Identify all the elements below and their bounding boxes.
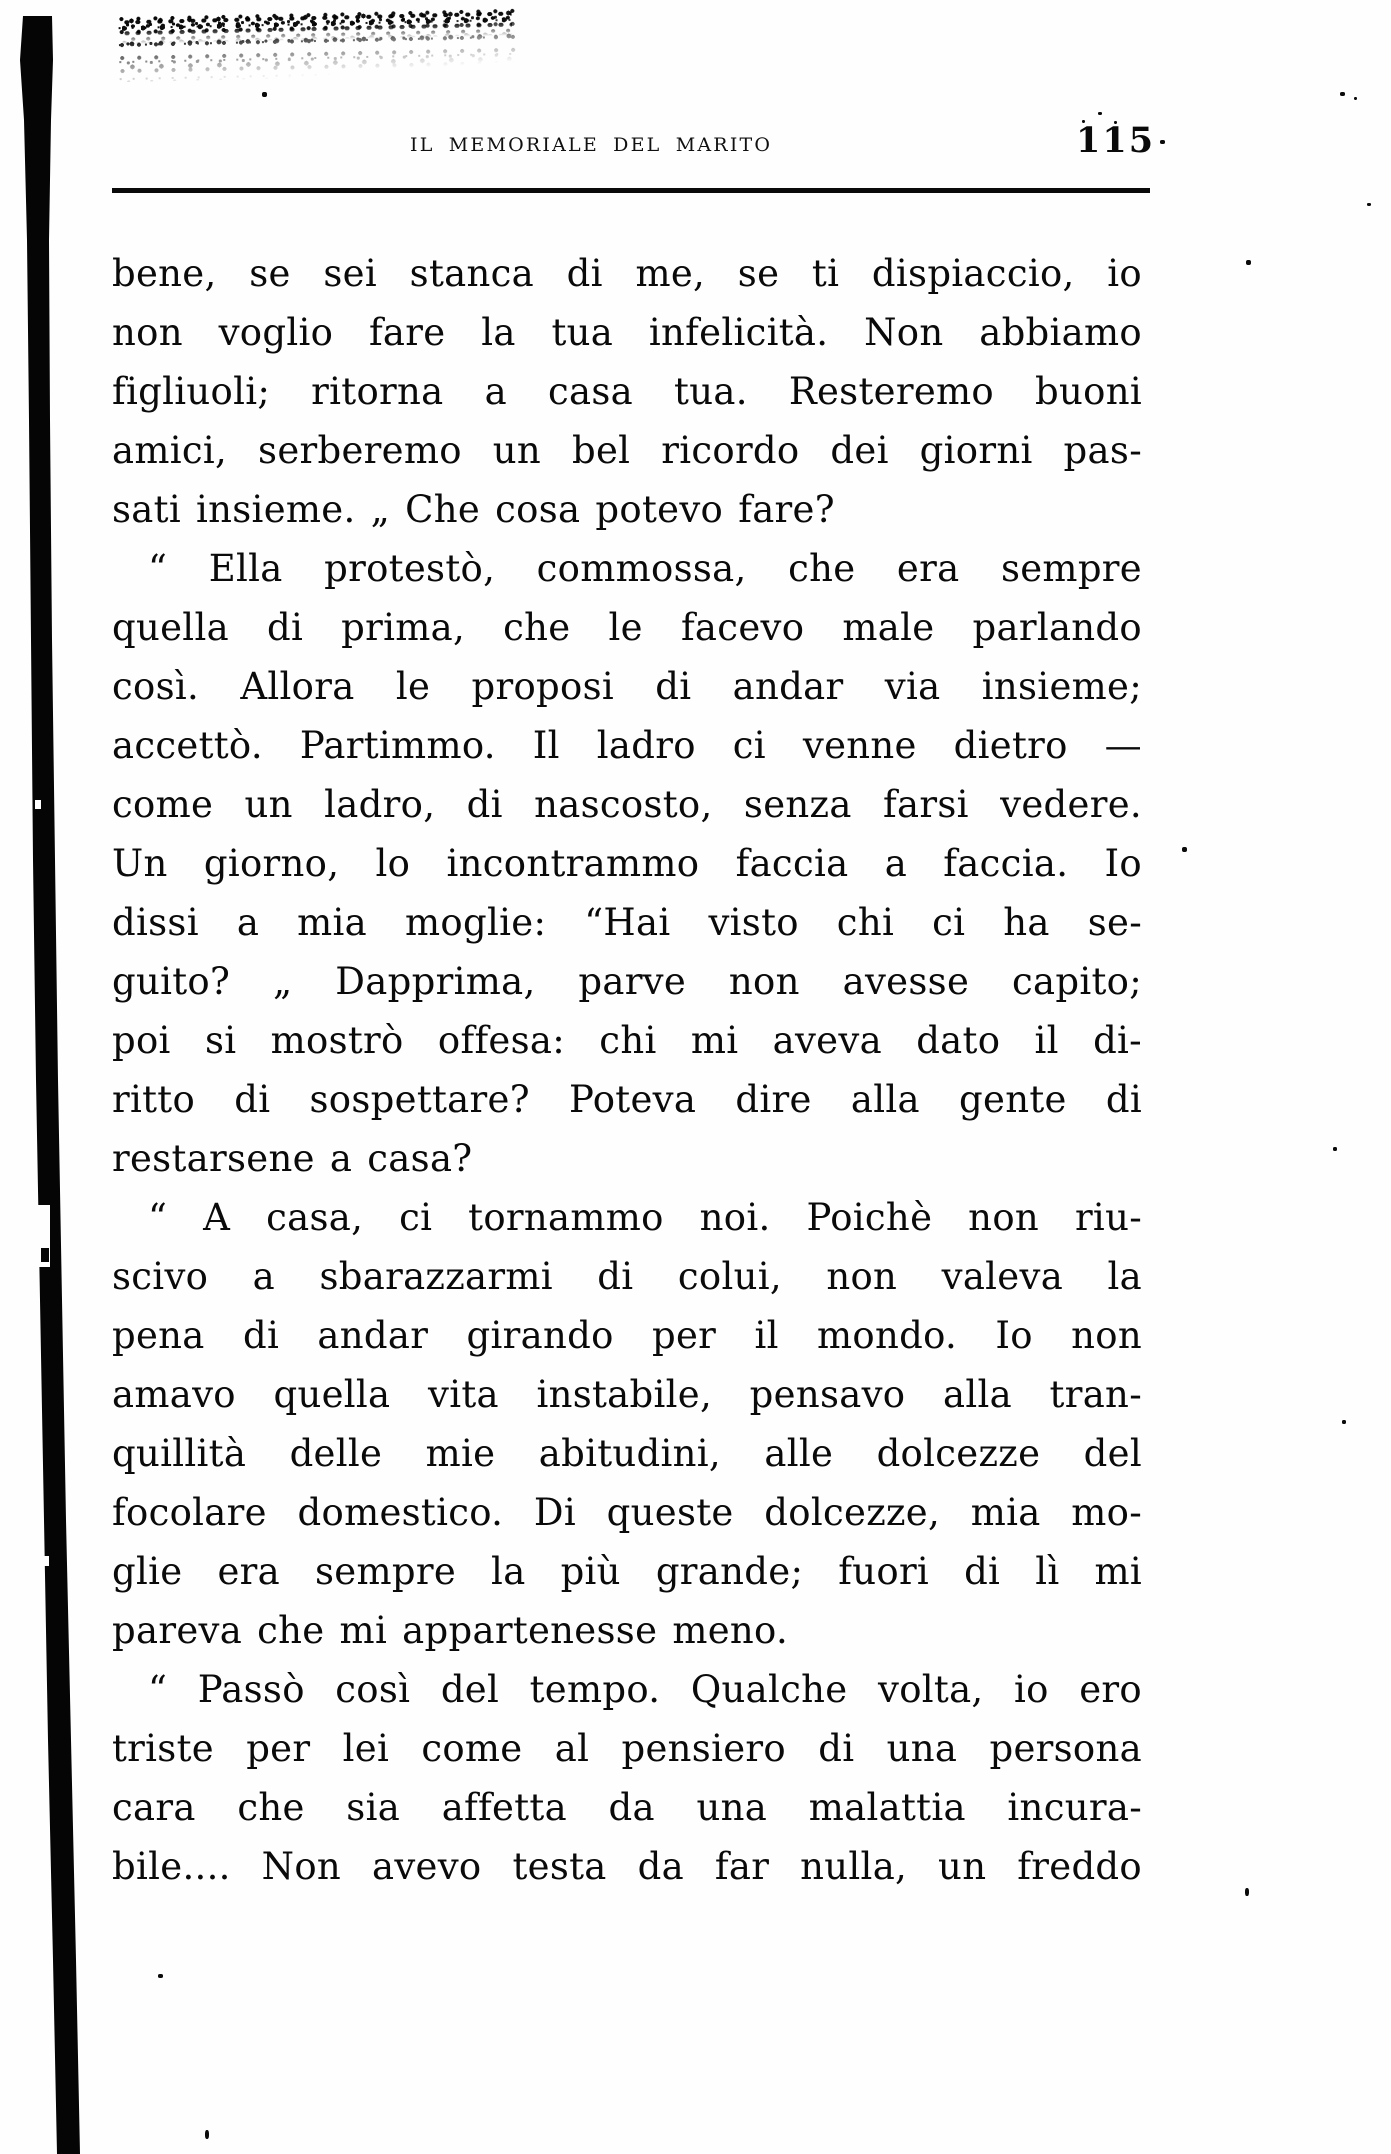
ink-speck <box>1342 1420 1346 1424</box>
text-line: come un ladro, di nascosto, senza farsi vedere. <box>112 783 1142 826</box>
text-line: dissi a mia moglie: “Hai visto chi ci ha se- <box>112 901 1142 944</box>
text-line: poi si mostrò offesa: chi mi aveva dato il di- <box>112 1019 1142 1062</box>
ink-speck <box>158 1974 163 1978</box>
text-line: amavo quella vita instabile, pensavo alla tran- <box>112 1373 1142 1416</box>
text-line: guito? „ Dapprima, parve non avesse capito; <box>112 960 1142 1003</box>
ink-speck <box>1354 97 1357 100</box>
text-line: bene, se sei stanca di me, se ti dispiaccio, io <box>112 252 1142 295</box>
text-line: ritto di sospettare? Poteva dire alla gente di <box>112 1078 1142 1121</box>
text-line: bile.... Non avevo testa da far nulla, un freddo <box>112 1845 1142 1888</box>
running-header-title: IL MEMORIALE DEL MARITO <box>410 134 773 156</box>
ink-speck <box>1182 847 1187 852</box>
text-line: così. Allora le proposi di andar via insieme; <box>112 665 1142 708</box>
text-line: amici, serberemo un bel ricordo dei giorni pas- <box>112 429 1142 472</box>
ink-speck <box>1340 92 1345 96</box>
text-line: non voglio fare la tua infelicità. Non abbiamo <box>112 311 1142 354</box>
text-line: pena di andar girando per il mondo. Io non <box>112 1314 1142 1357</box>
text-line: figliuoli; ritorna a casa tua. Resteremo buoni <box>112 370 1142 413</box>
text-line: scivo a sbarazzarmi di colui, non valeva la <box>112 1255 1142 1298</box>
text-line: “ A casa, ci tornammo noi. Poichè non riu- <box>148 1196 1142 1239</box>
body-text-block <box>112 244 1142 1896</box>
text-line: quella di prima, che le facevo male parlando <box>112 606 1142 649</box>
header-rule <box>112 188 1150 193</box>
ink-speck <box>1333 1147 1337 1151</box>
text-line: cara che sia affetta da una malattia incura- <box>112 1786 1142 1829</box>
ink-speck <box>1160 140 1165 144</box>
page-number: 115 <box>1076 120 1156 161</box>
text-line: triste per lei come al pensiero di una persona <box>112 1727 1142 1770</box>
text-line: Un giorno, lo incontrammo faccia a faccia. Io <box>112 842 1142 885</box>
text-line: glie era sempre la più grande; fuori di lì mi <box>112 1550 1142 1593</box>
text-line: restarsene a casa? <box>112 1137 473 1180</box>
ink-speck <box>1245 1888 1249 1896</box>
ink-speck <box>262 92 267 97</box>
ink-speck <box>1367 203 1371 206</box>
text-line: sati insieme. „ Che cosa potevo fare? <box>112 488 835 531</box>
text-line: pareva che mi appartenesse meno. <box>112 1609 789 1652</box>
text-line: quillità delle mie abitudini, alle dolcezze del <box>112 1432 1142 1475</box>
text-line: accettò. Partimmo. Il ladro ci venne dietro — <box>112 724 1142 767</box>
ink-speck <box>1246 260 1251 265</box>
ink-speck <box>1098 112 1102 115</box>
text-line: “ Ella protestò, commossa, che era sempre <box>148 547 1142 590</box>
text-line: “ Passò così del tempo. Qualche volta, io ero <box>148 1668 1142 1711</box>
ink-speck <box>205 2130 209 2139</box>
text-line: focolare domestico. Di queste dolcezze, mia mo- <box>112 1491 1142 1534</box>
